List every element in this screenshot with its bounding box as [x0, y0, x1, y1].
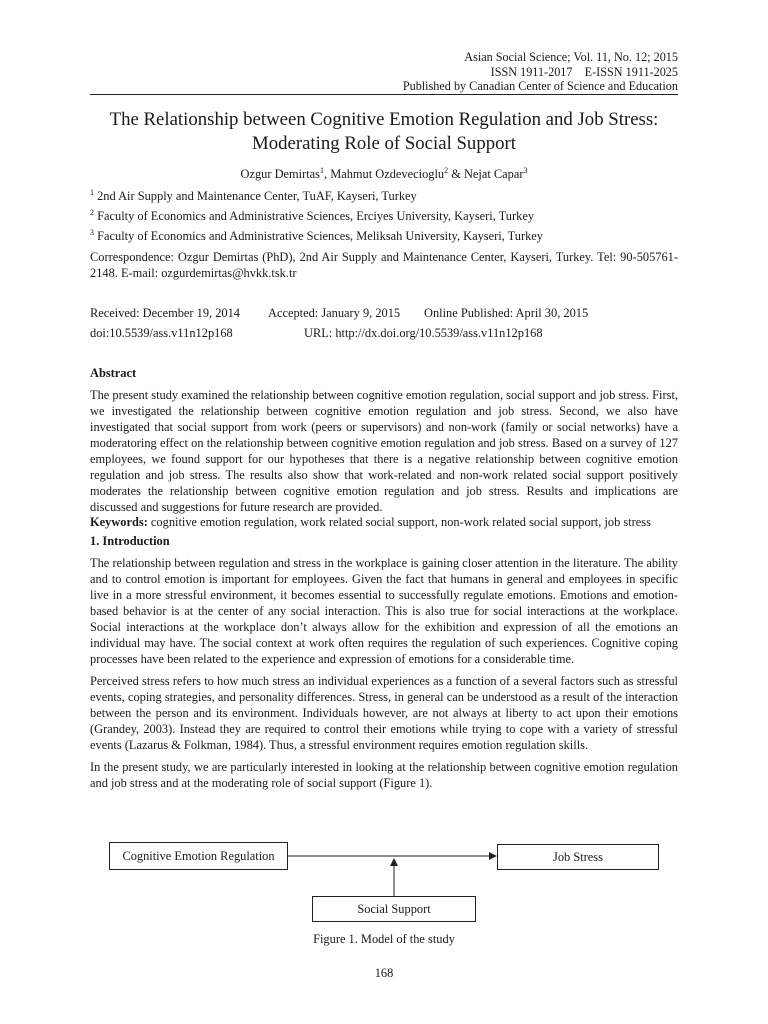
received-date: Received: December 19, 2014	[90, 306, 241, 320]
abstract-text: The present study examined the relationship between cognitive emotion regulation, social support and job stress. First, we investigated the relationship between cognitive emotion regulation and job stress. Second, we also have investigated that social support from work (peers or supervisors) and non-work (family or social networks) have a moderatoring effect on the relationship between cognitive emotion regulation and job stress. Based on a survey of 127 employees, we found support for our hypotheses that there is a negative relationship between cognitive emotion regulation and job stress. The results also show that work-related and non-work related social support positively moderates the relationship between cognitive emotion regulation and job stress. Results and implications are discussed and suggestions for future research are provided.	[90, 388, 678, 514]
keywords-section	[90, 514, 678, 530]
affiliation-mark: 3	[90, 228, 94, 237]
journal-issn: ISSN 1911-2017 E-ISSN 1911-2025	[490, 64, 678, 79]
author-affiliation-mark: 3	[523, 166, 528, 175]
intro-paragraph: The relationship between regulation and stress in the workplace is gaining closer attention in the literature. The ability and to control emotion is important for employees. Given the fact that humans in general and employees in specific live in a more stressful environment, it becomes essential to successfully regulate emotions. Emotions and emotion-based behavior is at the center of any social interaction. This is also true for social interactions at the workplace. Social interactions at the workplace don’t always allow for the exhibition and expression of all the emotions an individual may have. The social context at work often requires the regulation of such experiences. Cognitive coping processes have been related to the experience and expression of emotions for a considerable time.	[90, 556, 678, 666]
job-stress-box: Job Stress	[497, 844, 659, 870]
journal-citation: Asian Social Science; Vol. 11, No. 12; 2015	[464, 50, 678, 64]
affiliation-mark: 1	[90, 188, 94, 197]
social-support-box: Social Support	[312, 896, 476, 922]
affiliation-1	[90, 188, 678, 204]
header-rule	[90, 94, 678, 95]
author-affiliation-mark: 2	[444, 166, 449, 175]
page-number: 168	[374, 966, 394, 980]
journal-publisher: Published by Canadian Center of Science and Education	[402, 79, 678, 94]
abstract-heading: Abstract	[90, 366, 137, 380]
keywords-text: cognitive emotion regulation, work related social support, non-work related social support, job stress	[147, 515, 651, 529]
intro-paragraph: In the present study, we are particularly interested in looking at the relationship between cognitive emotion regulation and job stress and at the moderating role of social support (Figure 1).	[90, 760, 678, 790]
author-name: Mahmut Ozdevecioglu	[330, 167, 445, 181]
abstract-section	[90, 365, 678, 515]
author-name: Nejat Capar	[463, 167, 524, 181]
affiliation-text: 2nd Air Supply and Maintenance Center, TuAF, Kayseri, Turkey	[97, 189, 417, 203]
correspondence: Correspondence: Ozgur Demirtas (PhD), 2nd Air Supply and Maintenance Center, Kayseri, Turkey. Tel: 90-505761-2148. E-mail: ozgurdemirtas@hvkk.tsk.tr	[90, 250, 678, 280]
cognitive-emotion-regulation-box: Cognitive Emotion Regulation	[109, 842, 288, 870]
paper-title: The Relationship between Cognitive Emotion Regulation and Job Stress: Moderating Role of Social Support	[109, 109, 659, 154]
journal-header	[403, 50, 678, 94]
intro-paragraph: Perceived stress refers to how much stress an individual experiences as a function of a several factors such as stressful events, coping strategies, and personality differences. Stress, in general can be understood as a result of the interaction between the person and its environment. Individuals however, are not always at liberty to act upon their emotions (Grandey, 2003). Instead they are required to control their emotions while trying to cope with a variety of stressful events (Lazarus & Folkman, 1984). Thus, a stressful environment requires emotion regulation skills.	[90, 674, 678, 752]
author-separator: ,	[324, 167, 331, 181]
affiliation-mark: 2	[90, 208, 94, 217]
introduction-heading: 1. Introduction	[90, 534, 170, 548]
introduction-section	[90, 533, 678, 791]
affiliation-text: Faculty of Economics and Administrative Sciences, Meliksah University, Kayseri, Turkey	[97, 229, 543, 243]
doi-link[interactable]: doi:10.5539/ass.v11n12p168	[90, 326, 233, 340]
affiliation-3	[90, 228, 678, 244]
published-date: Online Published: April 30, 2015	[424, 306, 589, 320]
affiliation-text: Faculty of Economics and Administrative Sciences, Erciyes University, Kayseri, Turkey	[97, 209, 535, 223]
author-list	[90, 166, 678, 182]
author-separator: &	[448, 167, 464, 181]
figure-caption: Figure 1. Model of the study	[313, 932, 455, 946]
author-affiliation-mark: 1	[320, 166, 324, 175]
url-link[interactable]: URL: http://dx.doi.org/10.5539/ass.v11n12p168	[304, 326, 543, 340]
affiliation-2	[90, 208, 678, 224]
author-name: Ozgur Demirtas	[240, 167, 320, 181]
keywords-label: Keywords:	[90, 515, 148, 529]
accepted-date: Accepted: January 9, 2015	[268, 306, 401, 320]
